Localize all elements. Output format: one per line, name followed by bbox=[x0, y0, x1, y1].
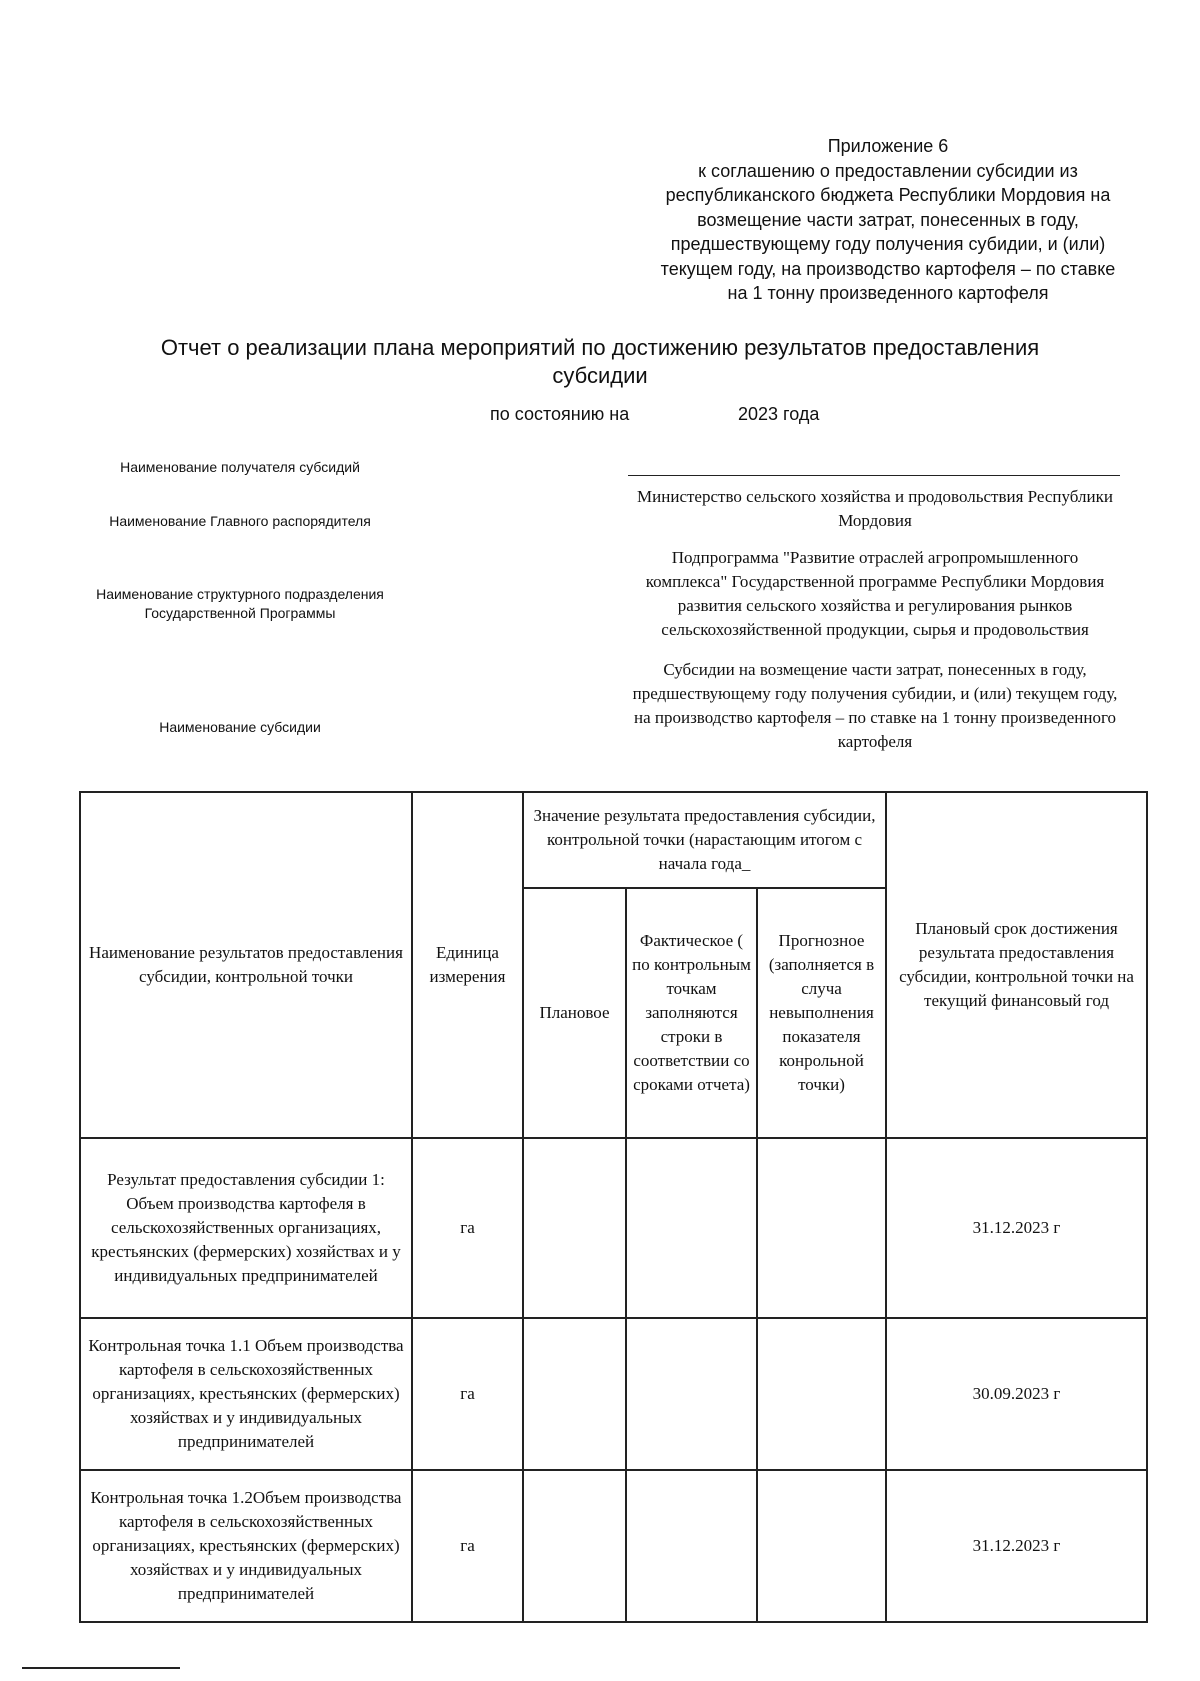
row-actual bbox=[626, 1470, 757, 1622]
appendix-header bbox=[628, 134, 1148, 306]
row-actual bbox=[626, 1138, 757, 1318]
row-deadline: 30.09.2023 г bbox=[886, 1318, 1147, 1470]
row-unit: га bbox=[412, 1138, 523, 1318]
as-of-year: 2023 года bbox=[738, 404, 820, 424]
header-actual: Фактическое ( по контрольным точкам заполняются строки в соответствии со сроками отчета) bbox=[626, 888, 757, 1138]
recipient-label: Наименование получателя субсидий bbox=[120, 459, 360, 475]
subsidy-label: Наименование субсидии bbox=[159, 719, 321, 735]
row-name: Результат предоставления субсидии 1: Объем производства картофеля в сельскохозяйственных организациях, крестьянских (фермерских) хозяйствах и у индивидуальных предпринимателей bbox=[80, 1138, 412, 1318]
as-of-label: по состоянию на bbox=[490, 404, 630, 424]
unit-value: Подпрограмма "Развитие отраслей агропромышленного комплекса" Государственной программе Республики Мордовия развития сельского хозяйства и регулирования рынков сельскохозяйственной продукции, сырья и продовольствия bbox=[645, 548, 1105, 639]
manager-label: Наименование Главного распорядителя bbox=[109, 513, 371, 529]
table-header-row bbox=[80, 792, 1147, 888]
table-row bbox=[80, 1470, 1147, 1622]
row-planned bbox=[523, 1138, 626, 1318]
header-planned: Плановое bbox=[523, 888, 626, 1138]
row-planned bbox=[523, 1318, 626, 1470]
appendix-line: текущем году, на производство картофеля – по ставке bbox=[660, 258, 1116, 279]
row-forecast bbox=[757, 1470, 886, 1622]
report-title bbox=[120, 334, 1080, 390]
report-title-line: субсидии bbox=[552, 363, 648, 388]
unit-label: Наименование структурного подразделения Государственной Программы bbox=[96, 586, 384, 621]
report-title-line: Отчет о реализации плана мероприятий по достижению результатов предоставления bbox=[160, 335, 1040, 360]
row-deadline: 31.12.2023 г bbox=[886, 1470, 1147, 1622]
row-unit: га bbox=[412, 1470, 523, 1622]
manager-value: Министерство сельского хозяйства и продовольствия Республики Мордовия bbox=[637, 487, 1113, 530]
row-deadline: 31.12.2023 г bbox=[886, 1138, 1147, 1318]
report-table bbox=[79, 791, 1148, 1623]
appendix-line: возмещение части затрат, понесенных в году, bbox=[697, 209, 1079, 230]
row-name: Контрольная точка 1.1 Объем производства картофеля в сельскохозяйственных организациях, крестьянских (фермерских) хозяйствах и у индивидуальных предпринимателей bbox=[80, 1318, 412, 1470]
table-row bbox=[80, 1138, 1147, 1318]
row-planned bbox=[523, 1470, 626, 1622]
row-name: Контрольная точка 1.2Объем производства картофеля в сельскохозяйственных организациях, крестьянских (фермерских) хозяйствах и у индивидуальных предпринимателей bbox=[80, 1470, 412, 1622]
row-actual bbox=[626, 1318, 757, 1470]
appendix-line: предшествующему году получения субидии, и (или) bbox=[670, 234, 1106, 254]
subsidy-value-box bbox=[630, 660, 1120, 766]
appendix-line: республиканского бюджета Республики Мордовия на bbox=[665, 185, 1111, 205]
header-deadline: Плановый срок достижения результата предоставления субсидии, контрольной точки на текущий финансовый год bbox=[886, 792, 1147, 1138]
row-unit: га bbox=[412, 1318, 523, 1470]
header-value-group: Значение результата предоставления субсидии, контрольной точки (нарастающим итогом с начала года_ bbox=[523, 792, 886, 888]
appendix-line: Приложение 6 bbox=[827, 136, 949, 156]
header-unit: Единица измерения bbox=[412, 792, 523, 1138]
row-forecast bbox=[757, 1318, 886, 1470]
header-name: Наименование результатов предоставления субсидии, контрольной точки bbox=[80, 792, 412, 1138]
header-forecast: Прогнозное (заполняется в случа невыполнения показателя конрольной точки) bbox=[757, 888, 886, 1138]
subsidy-value: Субсидии на возмещение части затрат, понесенных в году, предшествующему году получения субидии, и (или) текущем году, на производство картофеля – по ставке на 1 тонну произведенного картофеля bbox=[632, 660, 1118, 751]
recipient-value-line bbox=[628, 475, 1120, 476]
footer-rule bbox=[22, 1667, 180, 1669]
appendix-line: на 1 тонну произведенного картофеля bbox=[727, 283, 1049, 303]
recipient-value bbox=[630, 452, 1120, 472]
row-forecast bbox=[757, 1138, 886, 1318]
table-row bbox=[80, 1318, 1147, 1470]
appendix-line: к соглашению о предоставлении субсидии из bbox=[698, 160, 1078, 181]
